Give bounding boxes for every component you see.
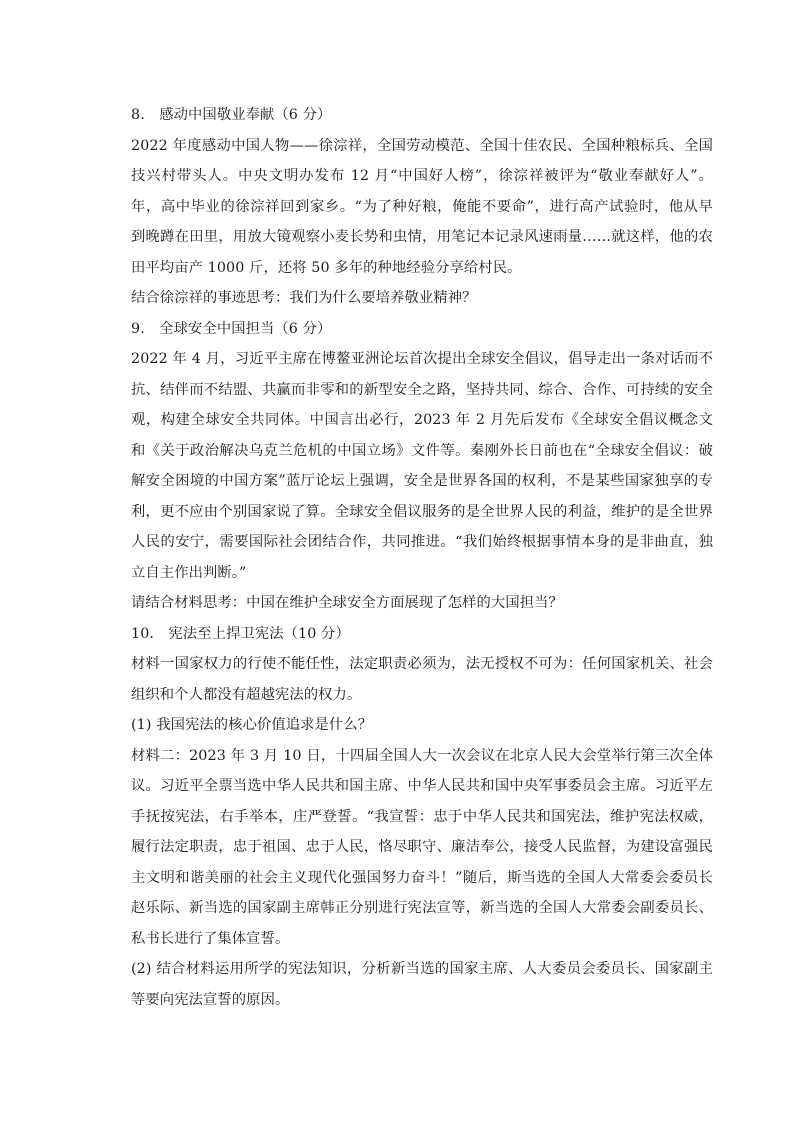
text-line: 私书长进行了集体宣誓。 xyxy=(131,930,290,947)
text-line: 议。习近平全票当选中华人民共和国主席、中华人民共和国中央军事委员会主席。习近平左 xyxy=(131,778,713,794)
text-line: 8. 感动中国敬业奉献（6 分） xyxy=(131,107,332,123)
text-line: 田平均亩产 1000 斤，还将 50 多年的种地经验分享给村民。 xyxy=(131,259,522,276)
text-line: (1) 我国宪法的核心价值追求是什么？ xyxy=(131,717,373,733)
text-line: 主文明和谐美丽的社会主义现代化强国努力奋斗！”随后，斯当选的全国人大常委会委员长 xyxy=(131,869,713,886)
text-line: 材料一国家权力的行使不能任性，法定职责必须为，法无授权不可为：任何国家机关、社会 xyxy=(131,656,713,672)
text-line: 利，更不应由个别国家说了算。全球安全倡议服务的是全世界人民的利益，维护的是全世界 xyxy=(131,503,713,520)
text-line: 结合徐淙祥的事迹思考：我们为什么要培养敬业精神？ xyxy=(131,290,477,306)
text-line: 抗、结伴而不结盟、共赢而非零和的新型安全之路，坚持共同、综合、合作、可持续的安全 xyxy=(131,381,713,398)
text-line: 年，高中毕业的徐淙祥回到家乡。“为了种好粮，俺能不要命”，进行高产试验时，他从早 xyxy=(131,198,713,215)
text-line: 观，构建全球安全共同体。中国言出必行，2023 年 2 月先后发布《全球安全倡议概念文 xyxy=(131,412,713,428)
text-line: 手抚按宪法，右手举本，庄严登誓。“我宣誓：忠于中华人民共和国宪法，维护宪法权威， xyxy=(131,808,713,825)
text-line: 请结合材料思考：中国在维护全球安全方面展现了怎样的大国担当？ xyxy=(131,595,563,611)
text-line: 组织和个人都没有超越宪法的权力。 xyxy=(131,686,362,703)
text-line: 到晚蹲在田里，用放大镜观察小麦长势和虫情，用笔记本记录风速雨量……就这样，他的农 xyxy=(131,229,713,245)
text-line: 人民的安宁，需要国际社会团结合作，共同推进。“我们始终根据事情本身的是非曲直，独 xyxy=(131,534,713,550)
text-line: 赵乐际、新当选的国家副主席韩正分别进行宪法宣等，新当选的全国人大常委会副委员长、 xyxy=(131,900,713,916)
text-line: 9. 全球安全中国担当（6 分） xyxy=(131,320,332,337)
text-line: 等要向宪法宣誓的原因。 xyxy=(131,991,290,1008)
text-line: 解安全困境的中国方案”蓝厅论坛上强调，安全是世界各国的权利，不是某些国家独享的专 xyxy=(131,473,713,489)
text-line: 技兴村带头人。中央文明办发布 12 月“中国好人榜”，徐淙祥被评为“敬业奉献好人”。 xyxy=(131,168,713,184)
text-line: 2022 年度感动中国人物——徐淙祥，全国劳动模范、全国十佳农民、全国种粮标兵、全国 xyxy=(131,137,713,154)
text-line: 2022 年 4 月，习近平主席在博鳌亚洲论坛首次提出全球安全倡议，倡导走出一条对话而不 xyxy=(131,351,713,367)
text-line: 10. 宪法至上捍卫宪法（10 分） xyxy=(131,625,350,642)
text-line: 材料二：2023 年 3 月 10 日，十四届全国人大一次会议在北京人民大会堂举行第三次全体 xyxy=(131,747,713,764)
text-line: (2) 结合材料运用所学的宪法知识，分析新当选的国家主席、人大委员会委员长、国家副主 xyxy=(131,961,713,977)
document-page xyxy=(131,100,713,1015)
text-line: 和《关于政治解决乌克兰危机的中国立场》文件等。秦刚外长日前也在“全球安全倡议：破 xyxy=(131,442,713,459)
text-line: 履行法定职责，忠于祖国、忠于人民，恪尽职守、廉洁奉公，接受人民监督，为建设富强民 xyxy=(131,839,713,855)
text-line: 立自主作出判断。” xyxy=(131,564,247,581)
